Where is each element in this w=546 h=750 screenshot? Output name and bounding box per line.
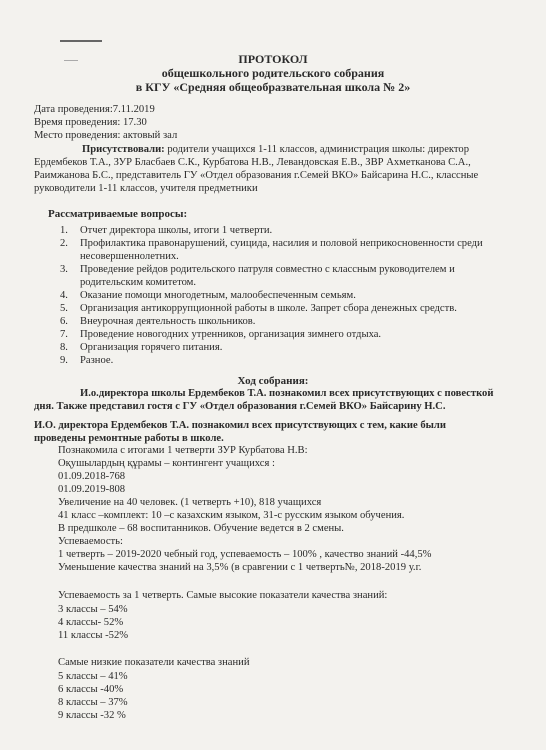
agenda-item	[60, 342, 68, 354]
high-score-row: 3 классы – 54%	[58, 604, 128, 615]
report-line: 1 четверть – 2019-2020 чебный год, успеваемость – 100% , качество знаний -44,5%	[58, 549, 432, 560]
high-score-row: 4 классы- 52%	[58, 617, 124, 628]
low-score-row: 8 классы – 37%	[58, 697, 128, 708]
agenda-item-text-cont: несовершеннолетних.	[80, 251, 179, 262]
agenda-num: 8.	[60, 342, 68, 353]
low-score-row: 9 классы -32 %	[58, 710, 126, 721]
high-score-row: 11 классы -52%	[58, 630, 129, 641]
attendees-line-2: Ердембеков Т.А., ЗУР Бласбаев С.К., Курбатова Н.В., Левандовская Е.В., ЗВР Ахметканова С.А.,	[34, 157, 471, 168]
report-line: Успеваемость:	[58, 536, 123, 547]
agenda-item	[60, 303, 68, 315]
document-subtitle: общешкольного родительского собрания	[161, 66, 385, 80]
document-title: ПРОТОКОЛ	[238, 52, 308, 66]
agenda-item	[60, 329, 68, 341]
proceedings-p1-line1: И.о.директора школы Ердембеков Т.А. познакомил всех присутствующих с повесткой	[80, 388, 494, 399]
agenda-item	[60, 238, 68, 250]
agenda-num: 7.	[60, 329, 68, 340]
attendees-label: Присутствовали:	[82, 144, 165, 155]
proceedings-p2-line1: И.О. директора Ердембеков Т.А. познакомил всех присутствующих с тем, какие были	[34, 420, 446, 431]
low-scores-heading: Самые низкие показатели качества знаний	[58, 657, 250, 668]
agenda-item-text: Внеурочная деятельность школьников.	[80, 316, 256, 327]
meeting-time: Время проведения: 17.30	[34, 117, 147, 128]
report-line: Оқушылардың құрамы – контингент учащихся :	[58, 458, 275, 469]
report-line: 01.09.2019-808	[58, 484, 126, 495]
agenda-num: 5.	[60, 303, 68, 314]
report-line: Познакомила с итогами 1 четверти ЗУР Курбатова Н.В:	[58, 445, 308, 456]
agenda-item-text: Проведение новогодних утренников, организация зимнего отдыха.	[80, 329, 382, 340]
agenda-item	[60, 316, 68, 328]
report-line: В предшколе – 68 воспитанников. Обучение ведется в 2 смены.	[58, 523, 344, 534]
attendees-line-3: Раимжанова Б.С., представитель ГУ «Отдел образования г.Семей ВКО» Байсарина Н.С., классные	[34, 170, 479, 181]
report-line: Уменьшение качества знаний на 3,5% (в сравгении с 1 четверть№, 2018-2019 у.г.	[58, 562, 422, 573]
proceedings-p1-line2: дня. Также представил гостя с ГУ «Отдел образования г.Семей ВКО» Байсарину Н.С.	[34, 401, 446, 412]
low-score-row: 5 классы – 41%	[58, 671, 128, 682]
low-score-row: 6 классы -40%	[58, 684, 124, 695]
agenda-num: 4.	[60, 290, 68, 301]
agenda-item-text: Отчет директора школы, итоги 1 четверти.	[80, 225, 273, 236]
report-line: 41 класс –комплект: 10 –с казахским языком, 31-с русским языком обучения.	[58, 510, 405, 521]
agenda-num: 2.	[60, 238, 68, 249]
agenda-item-text: Проведение рейдов родительского патруля совместно с классным руководителем и	[80, 264, 455, 275]
agenda-num: 6.	[60, 316, 68, 327]
meeting-date: Дата проведения:7.11.2019	[34, 104, 155, 115]
agenda-item	[60, 264, 68, 276]
attendees-line-1	[82, 144, 469, 156]
attendees-line-4: руководители 1-11 классов, учителя предметники	[34, 183, 258, 194]
agenda-item	[60, 225, 68, 237]
agenda-item-text: Разное.	[80, 355, 114, 366]
meeting-place: Место проведения: актовый зал	[34, 130, 178, 141]
agenda-num: 3.	[60, 264, 68, 275]
school-name: в КГУ «Средняя общеобразвательная школа № 2»	[135, 80, 411, 94]
agenda-item-text-cont: родительским комитетом.	[80, 277, 197, 288]
scan-mark	[60, 40, 102, 42]
agenda-heading: Рассматриваемые вопросы:	[48, 208, 188, 220]
agenda-item	[60, 355, 68, 367]
agenda-num: 1.	[60, 225, 68, 236]
attendees-text-1: родители учащихся 1-11 классов, администрация школы: директор	[167, 144, 470, 155]
agenda-item-text: Организация горячего питания.	[80, 342, 223, 353]
agenda-num: 9.	[60, 355, 68, 366]
proceedings-p2-line2: проведены ремонтные работы в школе.	[34, 433, 224, 444]
agenda-item-text: Профилактика правонарушений, суицида, насилия и половой неприкосновенности среди	[80, 238, 483, 249]
proceedings-heading: Ход собрания:	[237, 375, 309, 387]
agenda-item-text: Оказание помощи многодетным, малообеспеченным семьям.	[80, 290, 356, 301]
report-line: 01.09.2018-768	[58, 471, 126, 482]
agenda-item-text: Организация антикоррупционной работы в школе. Запрет сбора денежных средств.	[80, 303, 457, 314]
agenda-item	[60, 290, 68, 302]
high-scores-heading: Успеваемость за 1 четверть. Самые высокие показатели качества знаний:	[58, 590, 388, 601]
report-line: Увеличение на 40 человек. (1 четверть +10), 818 учащихся	[58, 497, 322, 508]
